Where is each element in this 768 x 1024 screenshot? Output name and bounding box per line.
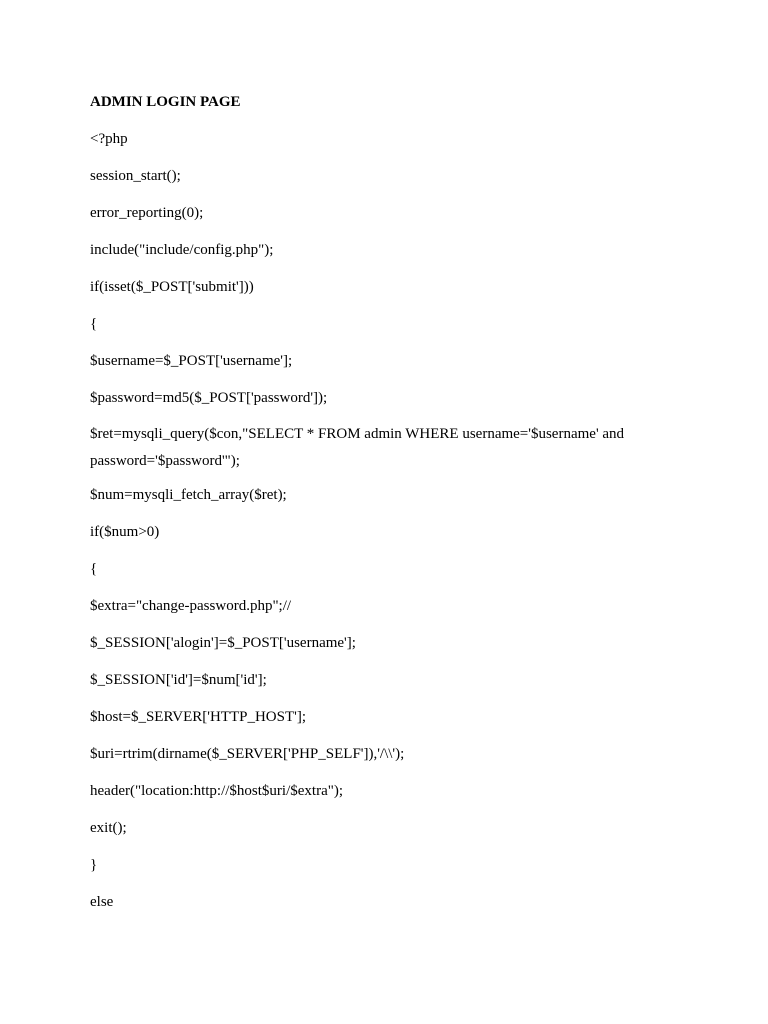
code-line: $password=md5($_POST['password']); — [90, 390, 328, 406]
code-line: if($num>0) — [90, 524, 160, 540]
document-body — [90, 92, 650, 929]
code-line: { — [90, 316, 98, 332]
code-line: $_SESSION['id']=$num['id']; — [90, 672, 267, 688]
code-line: else — [90, 894, 114, 910]
code-line: include("include/config.php"); — [90, 242, 274, 258]
code-line: $username=$_POST['username']; — [90, 353, 293, 369]
code-line-query: $ret=mysqli_query($con,"SELECT * FROM admin WHERE username='$username' and password='$password'"); — [90, 426, 628, 469]
code-line: } — [90, 857, 98, 873]
code-line: $extra="change-password.php";// — [90, 598, 292, 614]
code-line: $num=mysqli_fetch_array($ret); — [90, 487, 287, 503]
code-line: exit(); — [90, 820, 127, 836]
page-title: ADMIN LOGIN PAGE — [90, 94, 241, 110]
code-line: $host=$_SERVER['HTTP_HOST']; — [90, 709, 307, 725]
code-line: header("location:http://$host$uri/$extra"); — [90, 783, 344, 799]
code-line: { — [90, 561, 98, 577]
code-line: error_reporting(0); — [90, 205, 204, 221]
code-line: <?php — [90, 131, 128, 147]
code-line: $uri=rtrim(dirname($_SERVER['PHP_SELF']),'/\\'); — [90, 746, 405, 762]
code-line: $_SESSION['alogin']=$_POST['username']; — [90, 635, 356, 651]
code-line: session_start(); — [90, 168, 181, 184]
code-line: if(isset($_POST['submit'])) — [90, 279, 254, 295]
